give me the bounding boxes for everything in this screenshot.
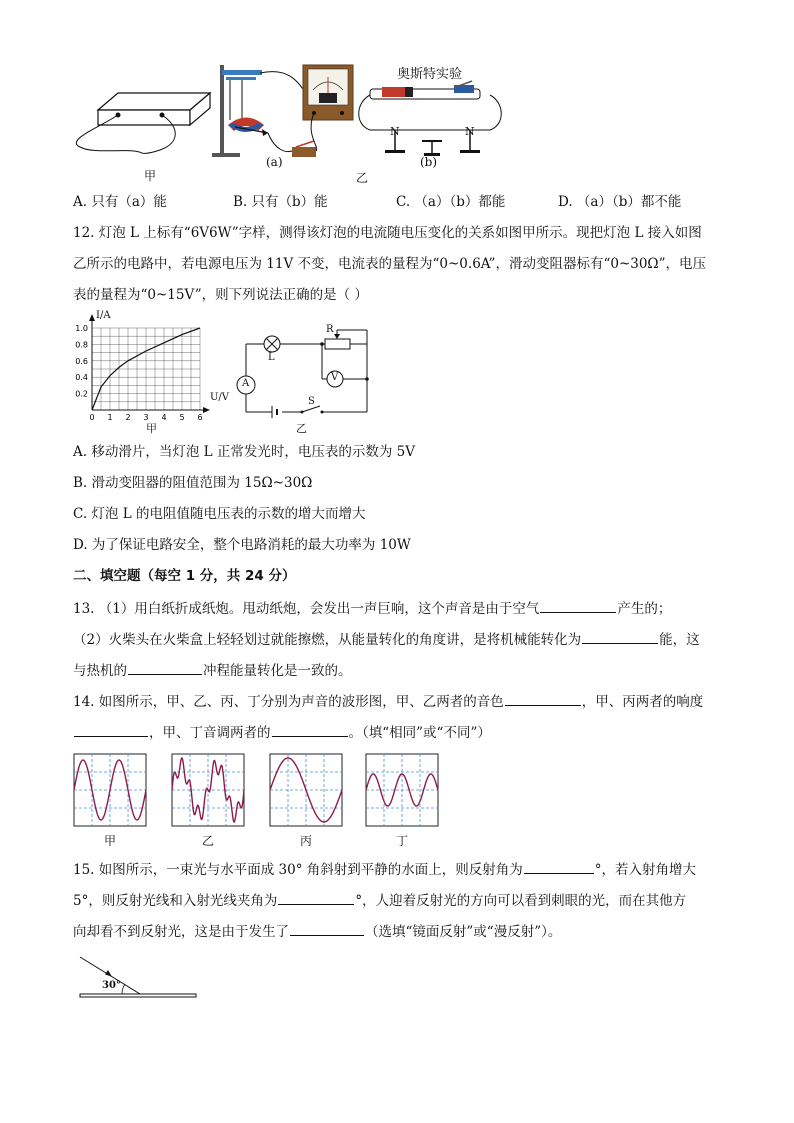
q11-option-c: C. （a）（b）都能 [396, 194, 506, 210]
q15-blank-1[interactable] [524, 859, 594, 874]
iv-xtick-label: 3 [143, 413, 149, 422]
iv-xlabel: U/V [210, 392, 230, 403]
iv-graph-svg [68, 312, 238, 434]
q13-blank-2[interactable] [582, 629, 658, 644]
oersted-apparatus [359, 81, 502, 156]
light-reflection-svg [78, 952, 208, 1002]
iv-xtick-label: 5 [179, 413, 185, 422]
iv-ytick-label: 0.6 [75, 356, 88, 366]
circuit-label-V: V [331, 372, 339, 383]
q13-line3-b: 冲程能量转化是一致的。 [203, 663, 352, 679]
label-a: (a) [266, 155, 283, 169]
label-yi: 乙 [356, 171, 369, 185]
q11-option-d: D. （a）（b）都不能 [558, 194, 682, 210]
q12-option-b: B. 滑动变阻器的阻值范围为 15Ω~30Ω [73, 475, 313, 491]
label-N2: N [465, 125, 475, 138]
waveform-group [72, 752, 452, 852]
q15-line1 [73, 859, 696, 879]
q14-line2-a: ，甲、丁音调两者的 [149, 725, 271, 741]
q13-line3 [73, 660, 352, 680]
q13-line2-a: （2）火柴头在火柴盒上轻轻划过就能擦燃，从能量转化的角度讲，是将机械能转化为 [73, 632, 582, 648]
iv-ytick-label: 0.4 [75, 373, 88, 383]
galvanometer [303, 65, 353, 120]
label-jia: 甲 [144, 169, 157, 183]
q15-line2-a: 5°，则反射光线和入射光线夹角为 [73, 893, 278, 909]
waveform-yi [172, 754, 244, 826]
q14-line1-b: ，甲、丙两者的响度 [581, 694, 704, 710]
q13-line2 [73, 629, 700, 649]
q13-blank-1[interactable] [540, 598, 616, 613]
q15-line1-a: 15. 如图所示，一束光与水平面成 30° 角斜射到平静的水面上，则反射角为 [73, 862, 523, 878]
wave-caption-ding: 丁 [396, 834, 409, 848]
iv-xtick-label: 2 [125, 413, 131, 422]
figure-q11 [70, 55, 510, 185]
iv-ytick-label: 0.8 [75, 340, 88, 350]
q14-line2 [73, 722, 491, 742]
iv-caption: 甲 [146, 422, 157, 435]
q14-blank-1[interactable] [505, 691, 581, 706]
oersted-title: 奥斯特实验 [397, 67, 463, 82]
q15-line3-a: 向却看不到反射光，这是由于发生了 [73, 924, 289, 940]
q11-option-a: A. 只有（a）能 [73, 194, 167, 210]
circuit-label-R: R [326, 324, 334, 335]
q15-line3-b: （选填“镜面反射”或“漫反射”）。 [365, 924, 562, 940]
wave-caption-yi: 乙 [202, 834, 215, 848]
q15-line2-b: °，人迎着反射光的方向可以看到刺眼的光，而在其他方 [355, 893, 687, 909]
iv-xtick-label: 4 [161, 413, 167, 422]
iv-graph [68, 312, 238, 434]
iv-ytick-label: 0.2 [75, 389, 88, 399]
q13-line2-b: 能，这 [659, 632, 700, 648]
light-reflection-figure [78, 952, 208, 1002]
circuit-diagram [230, 322, 380, 434]
q13-blank-3[interactable] [128, 660, 202, 675]
q14-line2-b: 。（填“相同”或“不同”） [348, 725, 491, 741]
q15-blank-2[interactable] [278, 890, 354, 905]
q15-blank-3[interactable] [290, 921, 364, 936]
section2-heading: 二、填空题（每空 1 分，共 24 分） [73, 568, 296, 584]
circuit-label-S: S [308, 396, 315, 407]
q15-line3 [73, 921, 561, 941]
waveform-ding [366, 754, 438, 826]
wave-caption-bing: 丙 [300, 834, 313, 848]
wave-caption-jia: 甲 [104, 834, 117, 848]
q13-line1 [73, 598, 671, 618]
waveform-svg [72, 752, 452, 852]
angle-label: 30° [102, 980, 121, 991]
q12-line2: 乙所示的电路中，若电源电压为 11V 不变，电流表的量程为“0~0.6A”，滑动变阻器标有“0~30Ω”，电压 [73, 256, 707, 272]
iv-xtick-label: 0 [89, 413, 95, 422]
q11-option-b: B. 只有（b）能 [233, 194, 328, 210]
q12-option-d: D. 为了保证电路安全，整个电路消耗的最大功率为 10W [73, 537, 411, 553]
stand-apparatus [212, 65, 315, 157]
q13-line1-b: 产生的； [617, 601, 672, 617]
q14-blank-2[interactable] [74, 722, 148, 737]
q12-line1: 12. 灯泡 L 上标有“6V6W”字样，测得该灯泡的电流随电压变化的关系如图甲所示。现把灯泡 L 接入如图 [73, 225, 702, 241]
q14-blank-3[interactable] [272, 722, 348, 737]
iv-xtick-label: 6 [197, 413, 203, 422]
q13-line1-a: 13. （1）用白纸折成纸炮。甩动纸炮，会发出一声巨响，这个声音是由于空气 [73, 601, 540, 617]
iv-xtick-label: 1 [107, 413, 113, 422]
q14-line1 [73, 691, 703, 711]
q15-line2 [73, 890, 686, 910]
q15-line1-b: °，若入射角增大 [594, 862, 697, 878]
circuit-label-L: L [268, 352, 275, 363]
circuit-caption: 乙 [296, 422, 307, 435]
label-N1: N [390, 125, 400, 138]
q12-option-a: A. 移动滑片，当灯泡 L 正常发光时，电压表的示数为 5V [73, 444, 416, 460]
waveform-bing [270, 754, 342, 826]
iv-ytick-label: 1.0 [75, 324, 88, 333]
iv-ylabel: I/A [96, 310, 111, 321]
circuit-svg [230, 322, 380, 434]
q12-line3: 表的量程为“0~15V”，则下列说法正确的是（ ） [73, 287, 368, 303]
battery-box [76, 93, 210, 153]
q14-line1-a: 14. 如图所示，甲、乙、丙、丁分别为声音的波形图，甲、乙两者的音色 [73, 694, 504, 710]
circuit-label-A: A [242, 378, 250, 389]
q12-option-c: C. 灯泡 L 的电阻值随电压表的示数的增大而增大 [73, 506, 366, 522]
waveform-jia [74, 754, 146, 826]
q13-line3-a: 与热机的 [73, 663, 127, 679]
label-b: (b) [420, 155, 438, 169]
